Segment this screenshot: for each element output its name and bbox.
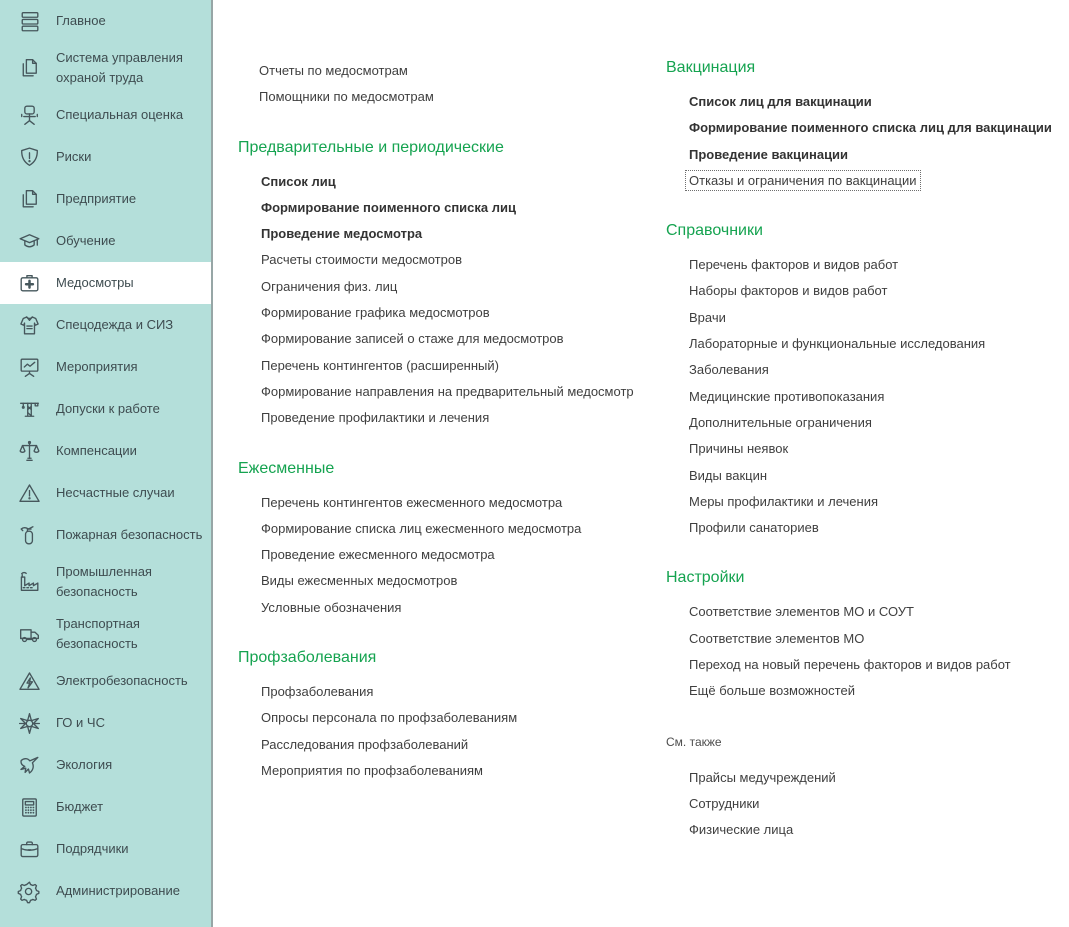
menu-link[interactable] (258, 84, 666, 110)
sidebar-item-crane-9[interactable] (0, 388, 211, 430)
sidebar-item-label: Главное (56, 13, 106, 28)
main-content (215, 0, 1069, 927)
sidebar-item-label: Бюджет (56, 799, 104, 814)
sidebar-item-label: Спецодежда и СИЗ (56, 317, 174, 332)
menu-link-label: Сотрудники (689, 795, 760, 811)
warning-triangle-icon (16, 480, 43, 507)
section-title: Вакцинация (666, 59, 756, 76)
menu-link-label: Опросы персонала по профзаболеваниям (261, 710, 518, 726)
menu-link[interactable] (260, 516, 666, 542)
menu-link-label: Причины неявок (689, 441, 789, 457)
menu-link[interactable] (260, 732, 666, 758)
menu-link-label: Медицинские противопоказания (689, 388, 885, 404)
menu-link[interactable] (260, 221, 666, 247)
menu-link[interactable] (260, 247, 666, 273)
menu-link[interactable] (260, 679, 666, 705)
menu-link[interactable] (688, 331, 1059, 357)
section-title: Настройки (666, 569, 745, 587)
menu-link-label: Заболевания (689, 362, 769, 378)
menu-column-left (238, 58, 666, 927)
sidebar-item-shield-alert-3[interactable] (0, 136, 211, 178)
graduation-cap-icon (16, 228, 43, 255)
menu-link-label: Переход на новый перечень факторов и видов работ (689, 657, 1011, 673)
civil-defense-star-icon (16, 710, 43, 737)
menu-link[interactable] (688, 252, 1059, 278)
sidebar-item-label: Специальная оценка (56, 107, 184, 122)
menu-link-label: Виды вакцин (689, 467, 768, 483)
sidebar-item-bird-17[interactable] (0, 744, 211, 786)
menu-column-right (666, 58, 1059, 927)
sidebar-item-label: Администрирование (56, 883, 180, 898)
menu-link[interactable] (688, 765, 1059, 791)
menu-section (666, 221, 1059, 541)
sidebar-item-scales-10[interactable] (0, 430, 211, 472)
menu-link[interactable] (260, 542, 666, 568)
menu-link[interactable] (688, 142, 1059, 168)
menu-link-label: Профзаболевания (261, 684, 374, 700)
presentation-chart-icon (16, 354, 43, 381)
section-title: Профзаболевания (238, 649, 377, 667)
menu-link-label: Отчеты по медосмотрам (259, 63, 408, 78)
sidebar-item-label: ГО и ЧС (56, 715, 105, 730)
menu-list (238, 169, 666, 432)
menu-list (666, 89, 1059, 194)
menu-link[interactable] (260, 169, 666, 195)
menu-link[interactable] (688, 357, 1059, 383)
sidebar-item-label: Пожарная безопасность (56, 527, 203, 542)
menu-link[interactable] (260, 758, 666, 784)
fire-extinguisher-icon (16, 522, 43, 549)
menu-link[interactable] (688, 626, 1059, 652)
sidebar-item-label: Предприятие (56, 191, 137, 206)
menu-group (238, 58, 666, 111)
sidebar-item-label: Компенсации (56, 443, 137, 458)
menu-link-label: Физические лица (689, 822, 794, 838)
sidebar-item-label: Мероприятия (56, 359, 138, 374)
menu-link-label: Мероприятия по профзаболеваниям (261, 762, 483, 778)
menu-link-label: Расчеты стоимости медосмотров (261, 252, 462, 268)
menu-link-label: Ещё больше возможностей (689, 683, 855, 699)
menu-section (238, 138, 666, 432)
menu-link[interactable] (688, 168, 1059, 194)
sidebar-item-label: Несчастные случаи (56, 485, 175, 500)
sidebar-item-documents-4[interactable] (0, 178, 211, 220)
menu-link[interactable] (688, 115, 1059, 141)
sidebar-item-gear-20[interactable] (0, 870, 211, 912)
sidebar-item-main-menu-0[interactable] (0, 0, 211, 42)
sidebar-item-label: Допуски к работе (56, 401, 160, 416)
sidebar-item-label: Система управления охраной труда (56, 50, 183, 85)
sidebar (0, 0, 213, 927)
menu-link-label: Меры профилактики и лечения (689, 493, 879, 509)
sidebar-item-briefcase-19[interactable] (0, 828, 211, 870)
office-chair-icon (16, 102, 43, 129)
sidebar-item-warning-triangle-11[interactable] (0, 472, 211, 514)
menu-link[interactable] (688, 791, 1059, 817)
documents-icon (16, 55, 43, 82)
section-title: Ежесменные (238, 459, 335, 477)
menu-link-label: Перечень контингентов ежесменного медосмотра (261, 494, 563, 510)
main-menu-icon (16, 8, 43, 35)
menu-section (666, 58, 1059, 194)
menu-list (238, 58, 666, 111)
jacket-icon (16, 312, 43, 339)
sidebar-item-label: Медосмотры (56, 275, 134, 290)
electric-hazard-icon (16, 668, 43, 695)
menu-link[interactable] (688, 89, 1059, 115)
briefcase-icon (16, 836, 43, 863)
menu-link[interactable] (260, 300, 666, 326)
menu-link[interactable] (260, 405, 666, 431)
menu-link-label: Соответствие элементов МО и СОУТ (689, 604, 914, 620)
sidebar-item-civil-defense-star-16[interactable] (0, 702, 211, 744)
calculator-icon (16, 794, 43, 821)
menu-link[interactable] (688, 652, 1059, 678)
menu-link-label: Формирование поименного списка лиц для вакцинации (689, 120, 1052, 136)
menu-link[interactable] (688, 678, 1059, 704)
menu-link-label: Проведение вакцинации (689, 146, 849, 162)
truck-icon (16, 621, 43, 648)
menu-section (666, 732, 1059, 844)
gear-icon (16, 878, 43, 905)
menu-link-label: Перечень контингентов (расширенный) (261, 357, 499, 373)
sidebar-item-label: Подрядчики (56, 841, 129, 856)
menu-link-label: Соответствие элементов МО (689, 630, 865, 646)
crane-icon (16, 396, 43, 423)
menu-link-label: Виды ежесменных медосмотров (261, 573, 458, 589)
menu-link-label: Формирование направления на предварительный медосмотр (261, 383, 634, 399)
menu-link[interactable] (688, 436, 1059, 462)
sidebar-item-documents-1[interactable] (0, 42, 211, 94)
sidebar-item-truck-14[interactable] (0, 608, 211, 660)
bird-icon (16, 752, 43, 779)
menu-list (238, 490, 666, 621)
menu-section (666, 568, 1059, 704)
menu-link-label: Профили санаториев (689, 520, 819, 536)
menu-link[interactable] (260, 490, 666, 516)
menu-link-label: Помощники по медосмотрам (259, 89, 434, 105)
menu-link[interactable] (688, 384, 1059, 410)
menu-link-label: Дополнительные ограничения (689, 414, 872, 430)
menu-link[interactable] (688, 599, 1059, 625)
menu-link-label: Расследования профзаболеваний (261, 736, 469, 752)
menu-link-label: Проведение медосмотра (261, 226, 423, 242)
sidebar-item-label: Электробезопасность (56, 673, 188, 688)
sidebar-item-factory-13[interactable] (0, 556, 211, 608)
menu-list (666, 252, 1059, 541)
menu-link-label: Формирование поименного списка лиц (261, 199, 516, 215)
menu-link[interactable] (688, 463, 1059, 489)
sidebar-item-label: Промышленная безопасность (56, 564, 152, 599)
menu-link-label: Отказы и ограничения по вакцинации (685, 170, 921, 191)
section-title: Предварительные и периодические (238, 138, 504, 156)
menu-link-label: Формирование списка лиц ежесменного медосмотра (261, 520, 582, 536)
sidebar-item-label: Риски (56, 149, 92, 164)
sidebar-item-medkit-6[interactable] (0, 262, 211, 304)
menu-link-label: Список лиц (261, 173, 336, 189)
menu-link[interactable] (260, 568, 666, 594)
menu-section (238, 459, 666, 621)
sidebar-item-office-chair-2[interactable] (0, 94, 211, 136)
section-title: Справочники (666, 222, 763, 240)
menu-link[interactable] (688, 305, 1059, 331)
menu-link[interactable] (688, 489, 1059, 515)
menu-link-label: Формирование записей о стаже для медосмотров (261, 331, 564, 347)
medkit-icon (16, 270, 43, 297)
menu-link-label: Врачи (689, 309, 726, 325)
menu-link-label: Проведение профилактики и лечения (261, 410, 490, 426)
menu-section (238, 648, 666, 784)
sidebar-item-label: Экология (56, 757, 113, 772)
menu-link[interactable] (260, 379, 666, 405)
menu-link[interactable] (688, 817, 1059, 843)
menu-link[interactable] (258, 58, 666, 84)
sidebar-item-calculator-18[interactable] (0, 786, 211, 828)
menu-link[interactable] (260, 353, 666, 379)
menu-link-label: Лабораторные и функциональные исследования (689, 336, 986, 352)
menu-link[interactable] (260, 274, 666, 300)
sidebar-item-fire-extinguisher-12[interactable] (0, 514, 211, 556)
menu-link-label: Прайсы медучреждений (689, 769, 836, 785)
documents-icon (16, 186, 43, 213)
menu-link[interactable] (260, 705, 666, 731)
menu-link[interactable] (688, 278, 1059, 304)
menu-link-label: Условные обозначения (261, 599, 402, 615)
menu-list (666, 765, 1059, 844)
sidebar-item-graduation-cap-5[interactable] (0, 220, 211, 262)
sidebar-item-jacket-7[interactable] (0, 304, 211, 346)
menu-link[interactable] (260, 326, 666, 352)
sidebar-item-label: Транспортная безопасность (56, 616, 140, 651)
menu-link-label: Ограничения физ. лиц (261, 278, 398, 294)
menu-link[interactable] (688, 410, 1059, 436)
menu-link[interactable] (688, 515, 1059, 541)
sidebar-item-label: Обучение (56, 233, 116, 248)
menu-link-label: Список лиц для вакцинации (689, 94, 872, 109)
menu-list (238, 679, 666, 784)
menu-link-label: Наборы факторов и видов работ (689, 283, 888, 299)
shield-alert-icon (16, 144, 43, 171)
sidebar-item-presentation-chart-8[interactable] (0, 346, 211, 388)
menu-link-label: Проведение ежесменного медосмотра (261, 547, 495, 563)
menu-link[interactable] (260, 195, 666, 221)
section-title: См. также (666, 734, 722, 749)
scales-icon (16, 438, 43, 465)
menu-link-label: Перечень факторов и видов работ (689, 257, 899, 273)
menu-list (666, 599, 1059, 704)
factory-icon (16, 569, 43, 596)
sidebar-item-electric-hazard-15[interactable] (0, 660, 211, 702)
menu-link[interactable] (260, 595, 666, 621)
menu-link-label: Формирование графика медосмотров (261, 305, 490, 321)
